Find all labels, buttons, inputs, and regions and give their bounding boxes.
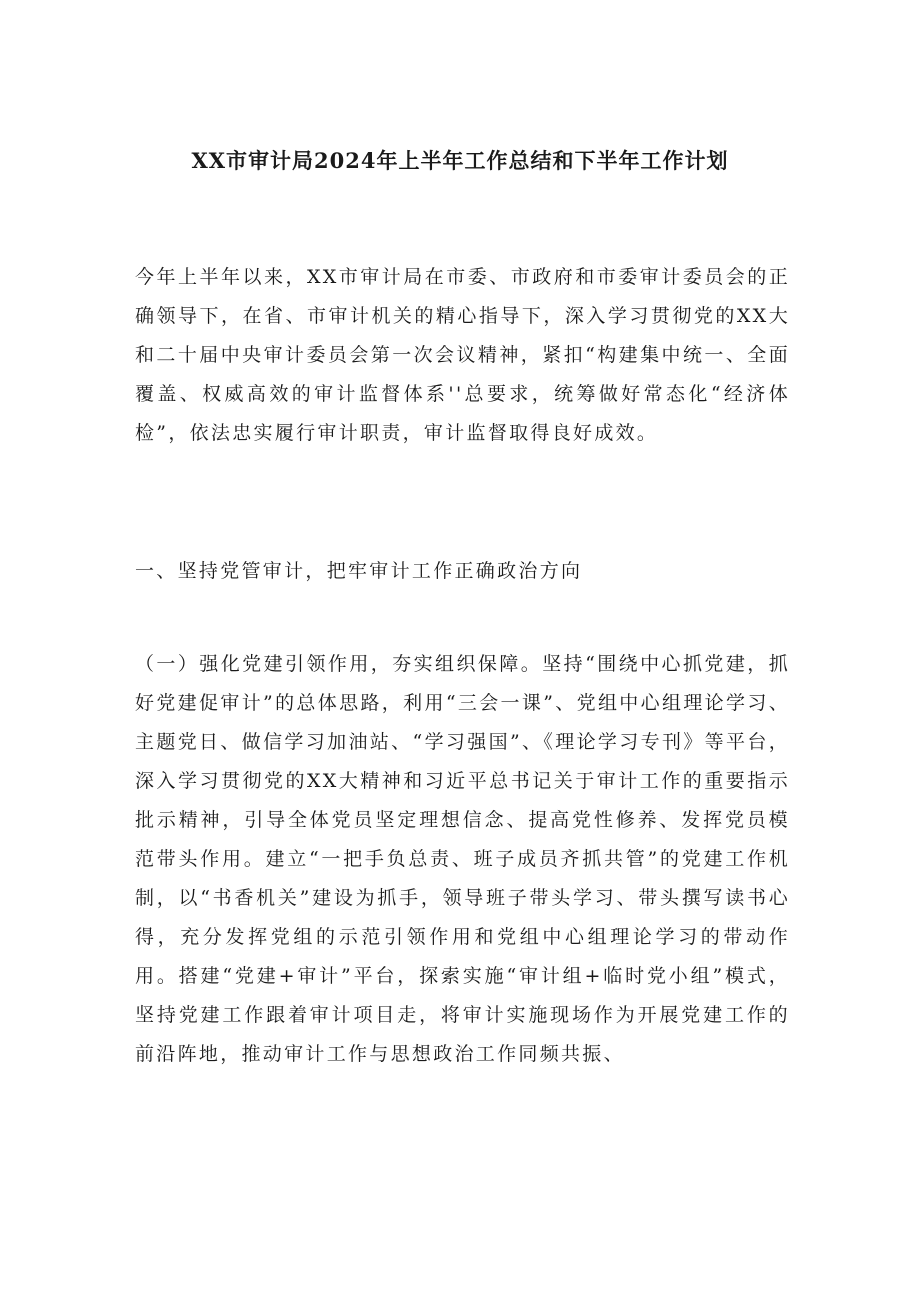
section-1-paragraph: （一）强化党建引领作用，夯实组织保障。坚持“围绕中心抓党建，抓好党建促审计”的总体思路，利用“三会一课”、党组中心组理论学习、主题党日、做信学习加油站、“学习强国”、《理论学习专刊》等平台，深入学习贯彻党的XX大精神和习近平总书记关于审计工作的重要指示批示精神，引导全体党员坚定理想信念、提高党性修养、发挥党员模范带头作用。建立“一把手负总责、班子成员齐抓共管”的党建工作机制，以“书香机关”建设为抓手，领导班子带头学习、带头撰写读书心得，充分发挥党组的示范引领作用和党组中心组理论学习的带动作用。搭建“党建+审计”平台，探索实施“审计组+临时党小组”模式，坚持党建工作跟着审计项目走，将审计实施现场作为开展党建工作的前沿阵地，推动审计工作与思想政治工作同频共振、 (135, 653, 790, 1065)
intro-paragraph: 今年上半年以来，XX市审计局在市委、市政府和市委审计委员会的正确领导下，在省、市审计机关的精心指导下，深入学习贯彻党的XX大和二十届中央审计委员会第一次会议精神，紧扣“构建集中统一、全面覆盖、权威高效的审计监督体系''总要求，统筹做好常态化“经济体检”，依法忠实履行审计职责，审计监督取得良好成效。 (135, 266, 790, 444)
document-title: XX市审计局2024年上半年工作总结和下半年工作计划 (191, 148, 729, 173)
section-heading-1: 一、坚持党管审计，把牢审计工作正确政治方向 (135, 560, 583, 582)
